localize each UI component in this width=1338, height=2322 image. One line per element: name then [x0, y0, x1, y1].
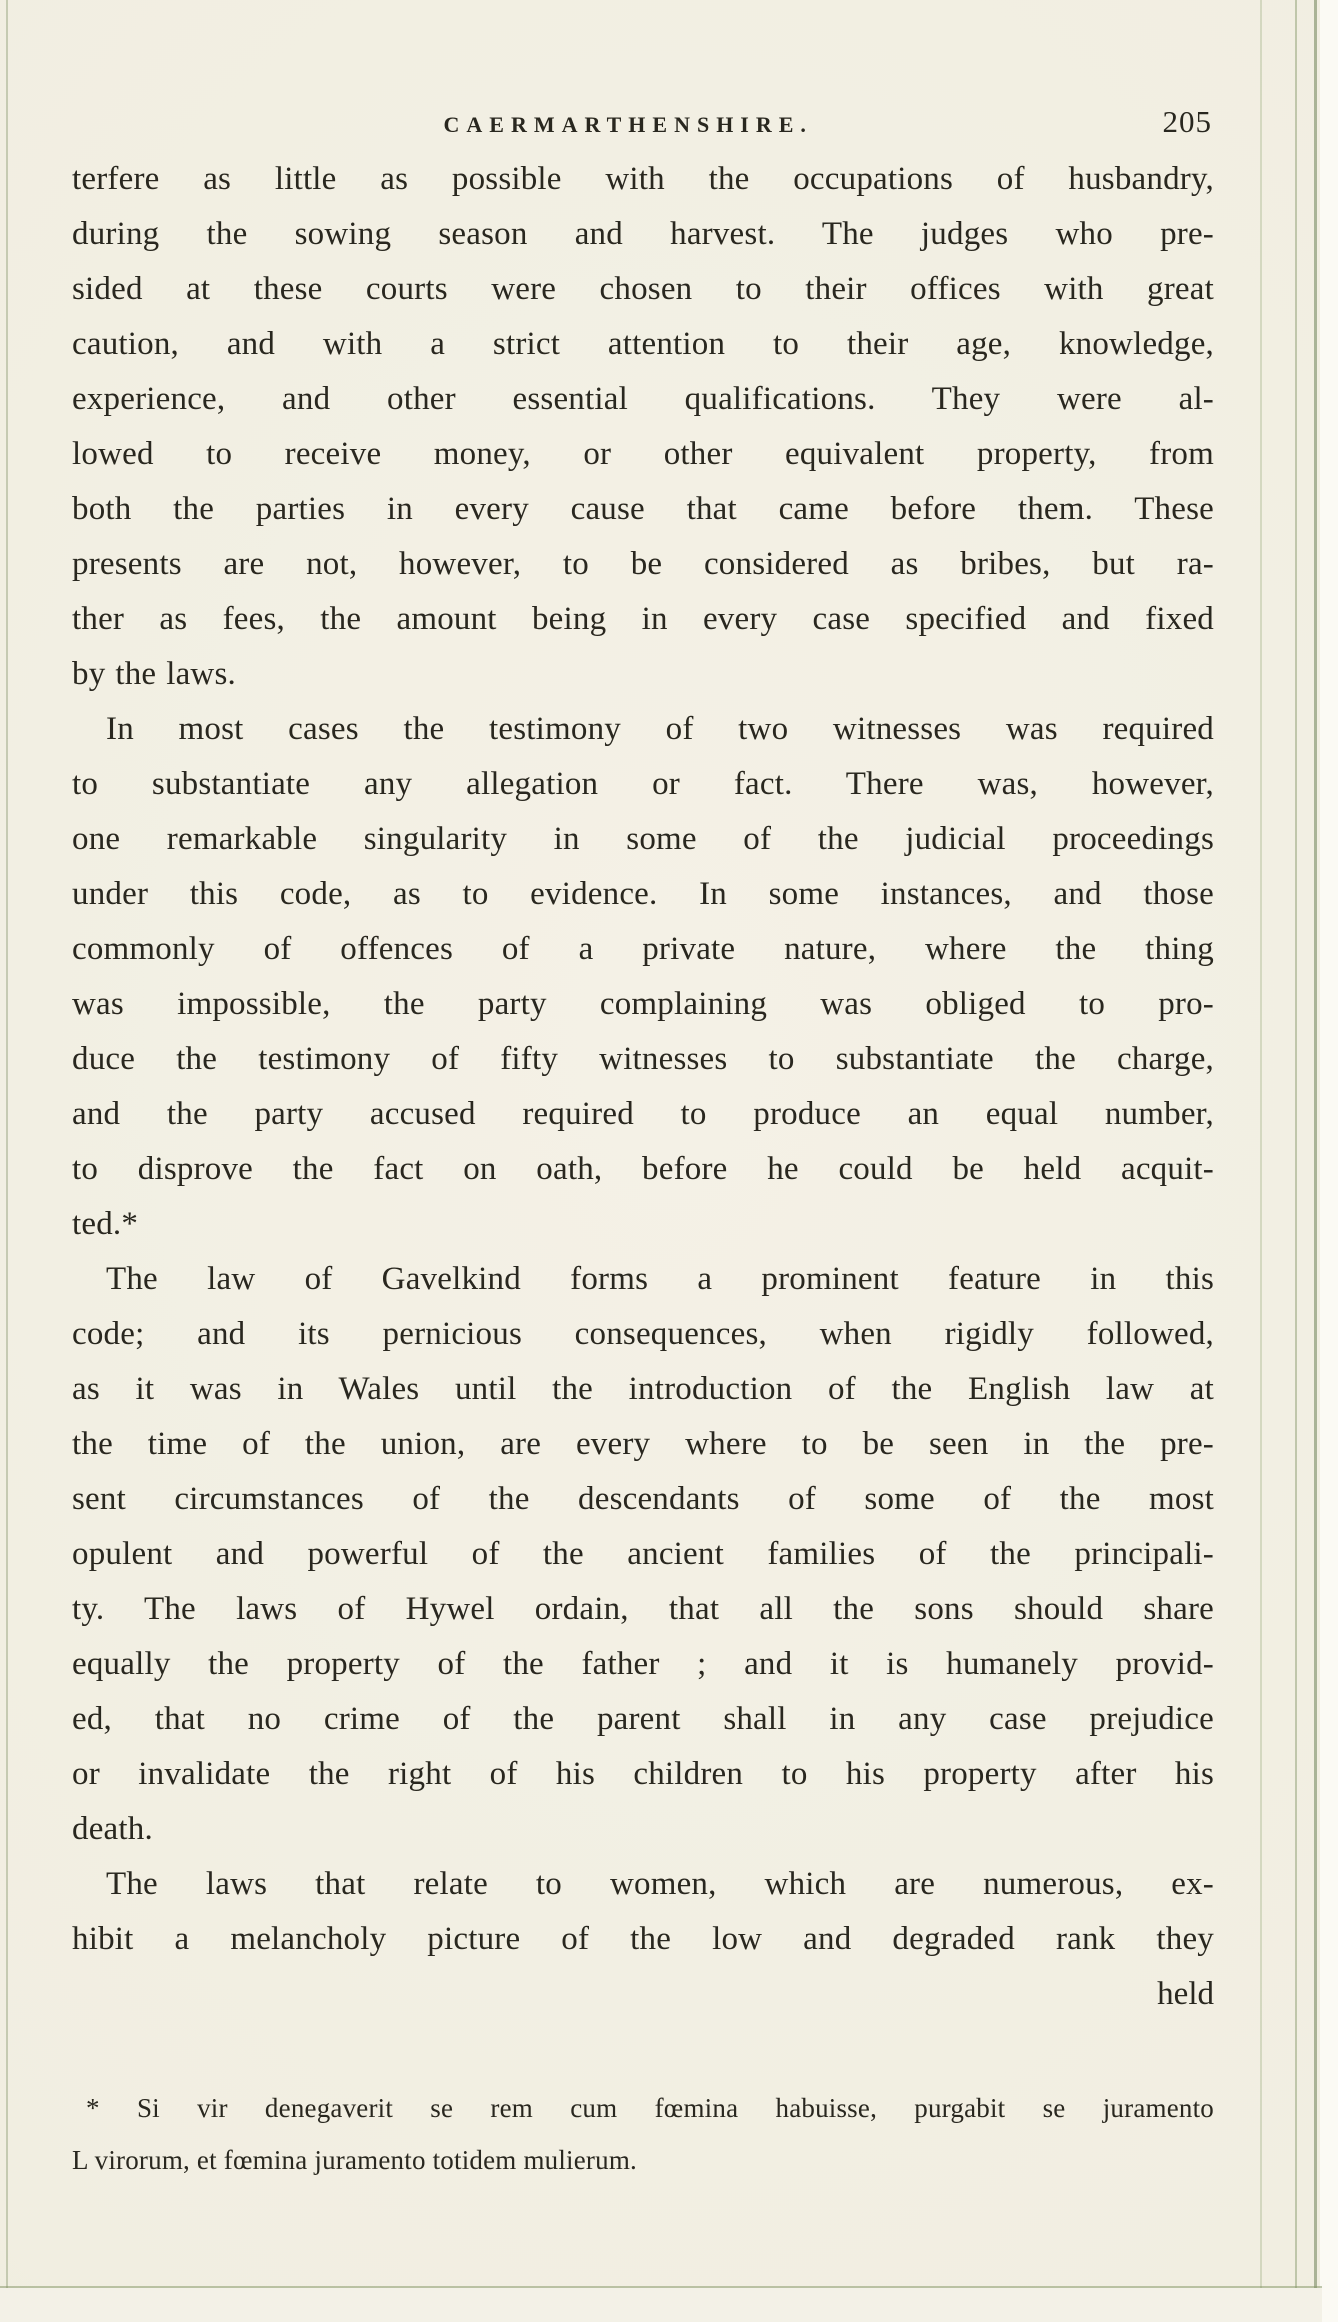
scan-edge-right-line-1 — [1260, 0, 1262, 2322]
text-line: experience, and other essential qualifications. They were al- — [72, 381, 1214, 417]
text-line: sided at these courts were chosen to their offices with great — [72, 271, 1214, 307]
scan-bottom-margin — [0, 2288, 1322, 2322]
catchword: held — [1157, 1976, 1214, 2012]
paragraph — [72, 702, 1214, 1252]
text-line: was impossible, the party complaining was obliged to pro- — [72, 986, 1214, 1022]
text-block — [72, 152, 1214, 2022]
text-line: both the parties in every cause that came before them. These — [72, 491, 1214, 527]
text-line: presents are not, however, to be considered as bribes, but ra- — [72, 546, 1214, 582]
paragraph — [72, 1252, 1214, 1857]
paragraph — [72, 152, 1214, 702]
text-line: caution, and with a strict attention to their age, knowledge, — [72, 326, 1214, 362]
text-line: as it was in Wales until the introduction of the English law at — [72, 1371, 1214, 1407]
text-line: by the laws. — [72, 656, 236, 692]
text-line: opulent and powerful of the ancient families of the principali- — [72, 1536, 1214, 1572]
text-line: ted.* — [72, 1206, 139, 1242]
text-line: ther as fees, the amount being in every case specified and fixed — [72, 601, 1214, 637]
text-line: to substantiate any allegation or fact. There was, however, — [72, 766, 1214, 802]
paragraph — [72, 1857, 1214, 1967]
running-head — [72, 104, 1214, 150]
text-line: one remarkable singularity in some of the judicial proceedings — [72, 821, 1214, 857]
text-line: under this code, as to evidence. In some instances, and those — [72, 876, 1214, 912]
text-line: ty. The laws of Hywel ordain, that all the sons should share — [72, 1591, 1214, 1627]
scan-edge-right-line-2 — [1295, 0, 1297, 2322]
text-line: The law of Gavelkind forms a prominent feature in this — [106, 1261, 1214, 1297]
text-line: In most cases the testimony of two witnesses was required — [106, 711, 1214, 747]
text-line: ed, that no crime of the parent shall in any case prejudice — [72, 1701, 1214, 1737]
footnote-line: * Si vir denegaverit se rem cum fœmina habuisse, purgabit se juramento — [86, 2093, 1214, 2123]
scan-edge-left-line — [6, 0, 8, 2322]
page-number: 205 — [1162, 104, 1212, 139]
text-line: terfere as little as possible with the occupations of husbandry, — [72, 161, 1214, 197]
text-line: during the sowing season and harvest. The judges who pre- — [72, 216, 1214, 252]
text-line: The laws that relate to women, which are numerous, ex- — [106, 1866, 1214, 1902]
text-line: hibit a melancholy picture of the low and degraded rank they — [72, 1921, 1214, 1957]
running-title: CAERMARTHENSHIRE. — [443, 112, 813, 137]
text-line: death. — [72, 1811, 153, 1847]
text-line: equally the property of the father ; and it is humanely provid- — [72, 1646, 1214, 1682]
text-line: sent circumstances of the descendants of some of the most — [72, 1481, 1214, 1517]
text-line: lowed to receive money, or other equivalent property, from — [72, 436, 1214, 472]
text-line: duce the testimony of fifty witnesses to substantiate the charge, — [72, 1041, 1214, 1077]
text-line: to disprove the fact on oath, before he could be held acquit- — [72, 1151, 1214, 1187]
scan-right-margin — [1320, 0, 1338, 2322]
text-line: and the party accused required to produce an equal number, — [72, 1096, 1214, 1132]
scan-edge-right-line-3 — [1314, 0, 1317, 2322]
text-line: the time of the union, are every where to be seen in the pre- — [72, 1426, 1214, 1462]
text-line: code; and its pernicious consequences, when rigidly followed, — [72, 1316, 1214, 1352]
text-line: commonly of offences of a private nature, where the thing — [72, 931, 1214, 967]
footnote-line: L virorum, et fœmina juramento totidem mulierum. — [72, 2145, 637, 2175]
text-line: or invalidate the right of his children to his property after his — [72, 1756, 1214, 1792]
footnote — [72, 2082, 1214, 2186]
